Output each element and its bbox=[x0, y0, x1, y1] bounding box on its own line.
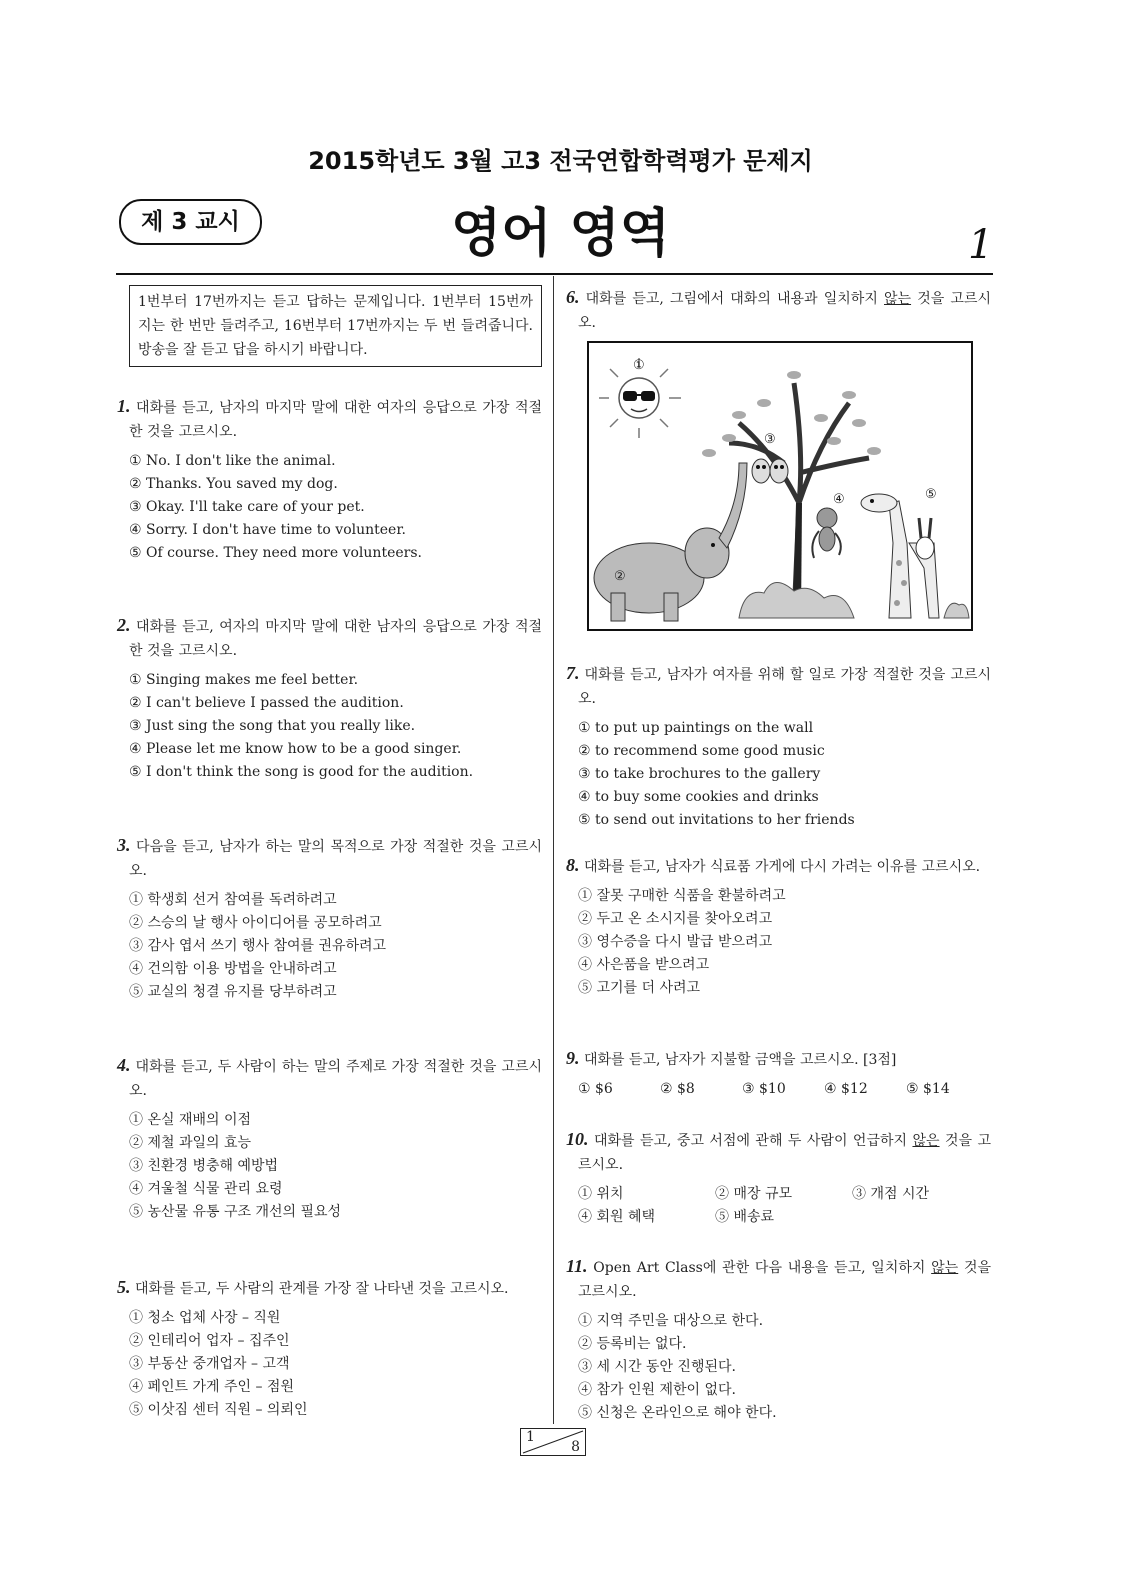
option-5: ⑤ 농산물 유통 구조 개선의 필요성 bbox=[129, 1204, 342, 1220]
option-1: ① Singing makes me feel better. bbox=[129, 672, 359, 688]
option-2: ② $8 bbox=[660, 1081, 695, 1097]
option-1: ① $6 bbox=[578, 1081, 613, 1097]
question-stem-end: 것을 고르시오. bbox=[578, 1133, 991, 1173]
question-3 bbox=[117, 833, 542, 1004]
question-8 bbox=[566, 853, 991, 1000]
question-6-picture bbox=[587, 341, 973, 631]
period-badge: 제 3 교시 bbox=[119, 199, 262, 245]
question-1 bbox=[117, 394, 542, 565]
option-4: ④ 페인트 가게 주인 – 점원 bbox=[129, 1379, 294, 1395]
question-number: 9. bbox=[566, 1048, 580, 1068]
option-3: ③ 세 시간 동안 진행된다. bbox=[578, 1359, 736, 1375]
question-10 bbox=[566, 1127, 991, 1229]
tree-icon bbox=[702, 371, 881, 618]
question-stem: 대화를 듣고, 두 사람이 하는 말의 주제로 가장 적절한 것을 고르시오. bbox=[129, 1059, 543, 1099]
question-stem: 대화를 듣고, 남자가 여자를 위해 할 일로 가장 적절한 것을 고르시오. bbox=[578, 667, 992, 707]
picture-label-3: ③ bbox=[764, 432, 776, 447]
question-number: 1. bbox=[117, 396, 131, 416]
option-4: ④ 겨울철 식물 관리 요령 bbox=[129, 1181, 283, 1197]
question-5 bbox=[117, 1275, 542, 1422]
question-number: 11. bbox=[566, 1256, 588, 1276]
picture-label-2: ② bbox=[614, 569, 626, 584]
option-5: ⑤ 교실의 청결 유지를 당부하려고 bbox=[129, 984, 337, 1000]
question-stem: Open Art Class에 관한 다음 내용을 듣고, 일치하지 bbox=[593, 1260, 932, 1276]
option-2: ② I can't believe I passed the audition. bbox=[129, 695, 404, 711]
page-number: 1 bbox=[968, 222, 994, 268]
question-number: 6. bbox=[566, 287, 580, 307]
option-2: ② 두고 온 소시지를 찾아오려고 bbox=[578, 911, 773, 927]
footer-current-page: 1 bbox=[526, 1429, 535, 1445]
header-rule bbox=[116, 273, 993, 275]
option-3: ③ 감사 엽서 쓰기 행사 참여를 권유하려고 bbox=[129, 938, 387, 954]
option-2: ② 제철 과일의 효능 bbox=[129, 1135, 252, 1151]
option-3: ③ Okay. I'll take care of your pet. bbox=[129, 499, 365, 515]
question-number: 5. bbox=[117, 1277, 131, 1297]
option-5: ⑤ I don't think the song is good for the audition. bbox=[129, 764, 474, 780]
option-5: ⑤ 이삿짐 센터 직원 – 의뢰인 bbox=[129, 1402, 308, 1418]
underlined-word: 않은 bbox=[912, 1133, 940, 1149]
footer-total-pages: 8 bbox=[571, 1439, 580, 1455]
option-3: ③ Just sing the song that you really like. bbox=[129, 718, 416, 734]
option-4: ④ 건의함 이용 방법을 안내하려고 bbox=[129, 961, 337, 977]
picture-label-1: ① bbox=[633, 358, 645, 373]
exam-title: 2015학년도 3월 고3 전국연합학력평가 문제지 bbox=[308, 147, 813, 175]
option-3: ③ 친환경 병충해 예방법 bbox=[129, 1158, 279, 1174]
question-2 bbox=[117, 613, 542, 784]
option-2: ② 매장 규모 bbox=[715, 1186, 792, 1202]
footer-page-box bbox=[520, 1428, 586, 1456]
question-stem-end: 것을 고르시오. bbox=[578, 1260, 992, 1300]
option-4: ④ $12 bbox=[824, 1081, 868, 1097]
option-3: ③ to take brochures to the gallery bbox=[578, 766, 821, 782]
question-9 bbox=[566, 1046, 991, 1101]
underlined-word: 않는 bbox=[931, 1260, 959, 1276]
question-number: 4. bbox=[117, 1055, 131, 1075]
option-3: ③ 개점 시간 bbox=[852, 1186, 929, 1202]
column-divider bbox=[553, 276, 554, 1424]
question-6 bbox=[566, 285, 991, 335]
option-2: ② 인테리어 업자 – 집주인 bbox=[129, 1333, 290, 1349]
option-5: ⑤ to send out invitations to her friends bbox=[578, 812, 855, 828]
picture-label-5: ⑤ bbox=[925, 487, 937, 502]
option-4: ④ Sorry. I don't have time to volunteer. bbox=[129, 522, 406, 538]
question-stem: 대화를 듣고, 남자의 마지막 말에 대한 여자의 응답으로 가장 적절한 것을 고르시오. bbox=[129, 400, 543, 440]
animal-tree-illustration bbox=[589, 343, 971, 629]
option-3: ③ 영수증을 다시 발급 받으려고 bbox=[578, 934, 773, 950]
listening-notice: 1번부터 17번까지는 듣고 답하는 문제입니다. 1번부터 15번까지는 한 번만 들려주고, 16번부터 17번까지는 두 번 들려줍니다. 방송을 잘 듣고 답을 하시기 바랍니다. bbox=[129, 285, 542, 367]
question-stem: 대화를 듣고, 여자의 마지막 말에 대한 남자의 응답으로 가장 적절한 것을 고르시오. bbox=[129, 619, 543, 659]
option-1: ① to put up paintings on the wall bbox=[578, 720, 814, 736]
question-4 bbox=[117, 1053, 542, 1224]
question-number: 2. bbox=[117, 615, 131, 635]
subject-title: 영어 영역 bbox=[450, 204, 671, 264]
option-4: ④ to buy some cookies and drinks bbox=[578, 789, 819, 805]
option-5: ⑤ $14 bbox=[906, 1081, 950, 1097]
option-4: ④ 회원 혜택 bbox=[578, 1209, 655, 1225]
elephant-icon bbox=[594, 463, 747, 621]
question-stem: 대화를 듣고, 그림에서 대화의 내용과 일치하지 bbox=[585, 291, 884, 307]
option-3: ③ $10 bbox=[742, 1081, 786, 1097]
option-1: ① 지역 주민을 대상으로 한다. bbox=[578, 1313, 764, 1329]
option-2: ② 스승의 날 행사 아이디어를 공모하려고 bbox=[129, 915, 382, 931]
option-2: ② to recommend some good music bbox=[578, 743, 825, 759]
question-number: 8. bbox=[566, 855, 580, 875]
picture-label-4: ④ bbox=[833, 492, 845, 507]
question-stem: 다음을 듣고, 남자가 하는 말의 목적으로 가장 적절한 것을 고르시오. bbox=[129, 839, 543, 879]
question-stem-end: 것을 고르시오. bbox=[578, 291, 991, 331]
option-1: ① No. I don't like the animal. bbox=[129, 453, 336, 469]
question-stem: 대화를 듣고, 남자가 식료품 가게에 다시 가려는 이유를 고르시오. bbox=[583, 859, 981, 875]
option-4: ④ Please let me know how to be a good singer. bbox=[129, 741, 462, 757]
question-stem: 대화를 듣고, 중고 서점에 관해 두 사람이 언급하지 bbox=[593, 1133, 913, 1149]
option-1: ① 위치 bbox=[578, 1186, 624, 1202]
monkey-icon bbox=[812, 508, 840, 558]
option-2: ② 등록비는 없다. bbox=[578, 1336, 687, 1352]
option-2: ② Thanks. You saved my dog. bbox=[129, 476, 338, 492]
question-number: 7. bbox=[566, 663, 580, 683]
option-5: ⑤ 배송료 bbox=[715, 1209, 775, 1225]
option-5: ⑤ Of course. They need more volunteers. bbox=[129, 545, 422, 561]
question-11 bbox=[566, 1254, 991, 1425]
option-4: ④ 사은품을 받으려고 bbox=[578, 957, 710, 973]
option-1: ① 청소 업체 사장 – 직원 bbox=[129, 1310, 281, 1326]
underlined-word: 않는 bbox=[884, 291, 912, 307]
option-3: ③ 부동산 중개업자 – 고객 bbox=[129, 1356, 290, 1372]
question-stem: 대화를 듣고, 남자가 지불할 금액을 고르시오. [3점] bbox=[583, 1052, 897, 1068]
option-5: ⑤ 고기를 더 사려고 bbox=[578, 980, 701, 996]
question-number: 10. bbox=[566, 1129, 589, 1149]
rabbit-icon bbox=[916, 518, 934, 559]
option-1: ① 잘못 구매한 식품을 환불하려고 bbox=[578, 888, 786, 904]
question-7 bbox=[566, 661, 991, 832]
option-1: ① 온실 재배의 이점 bbox=[129, 1112, 252, 1128]
option-1: ① 학생회 선거 참여를 독려하려고 bbox=[129, 892, 337, 908]
question-stem: 대화를 듣고, 두 사람의 관계를 가장 잘 나타낸 것을 고르시오. bbox=[134, 1281, 509, 1297]
option-4: ④ 참가 인원 제한이 없다. bbox=[578, 1382, 736, 1398]
option-5: ⑤ 신청은 온라인으로 해야 한다. bbox=[578, 1405, 777, 1421]
question-number: 3. bbox=[117, 835, 131, 855]
owls-icon bbox=[752, 459, 788, 483]
